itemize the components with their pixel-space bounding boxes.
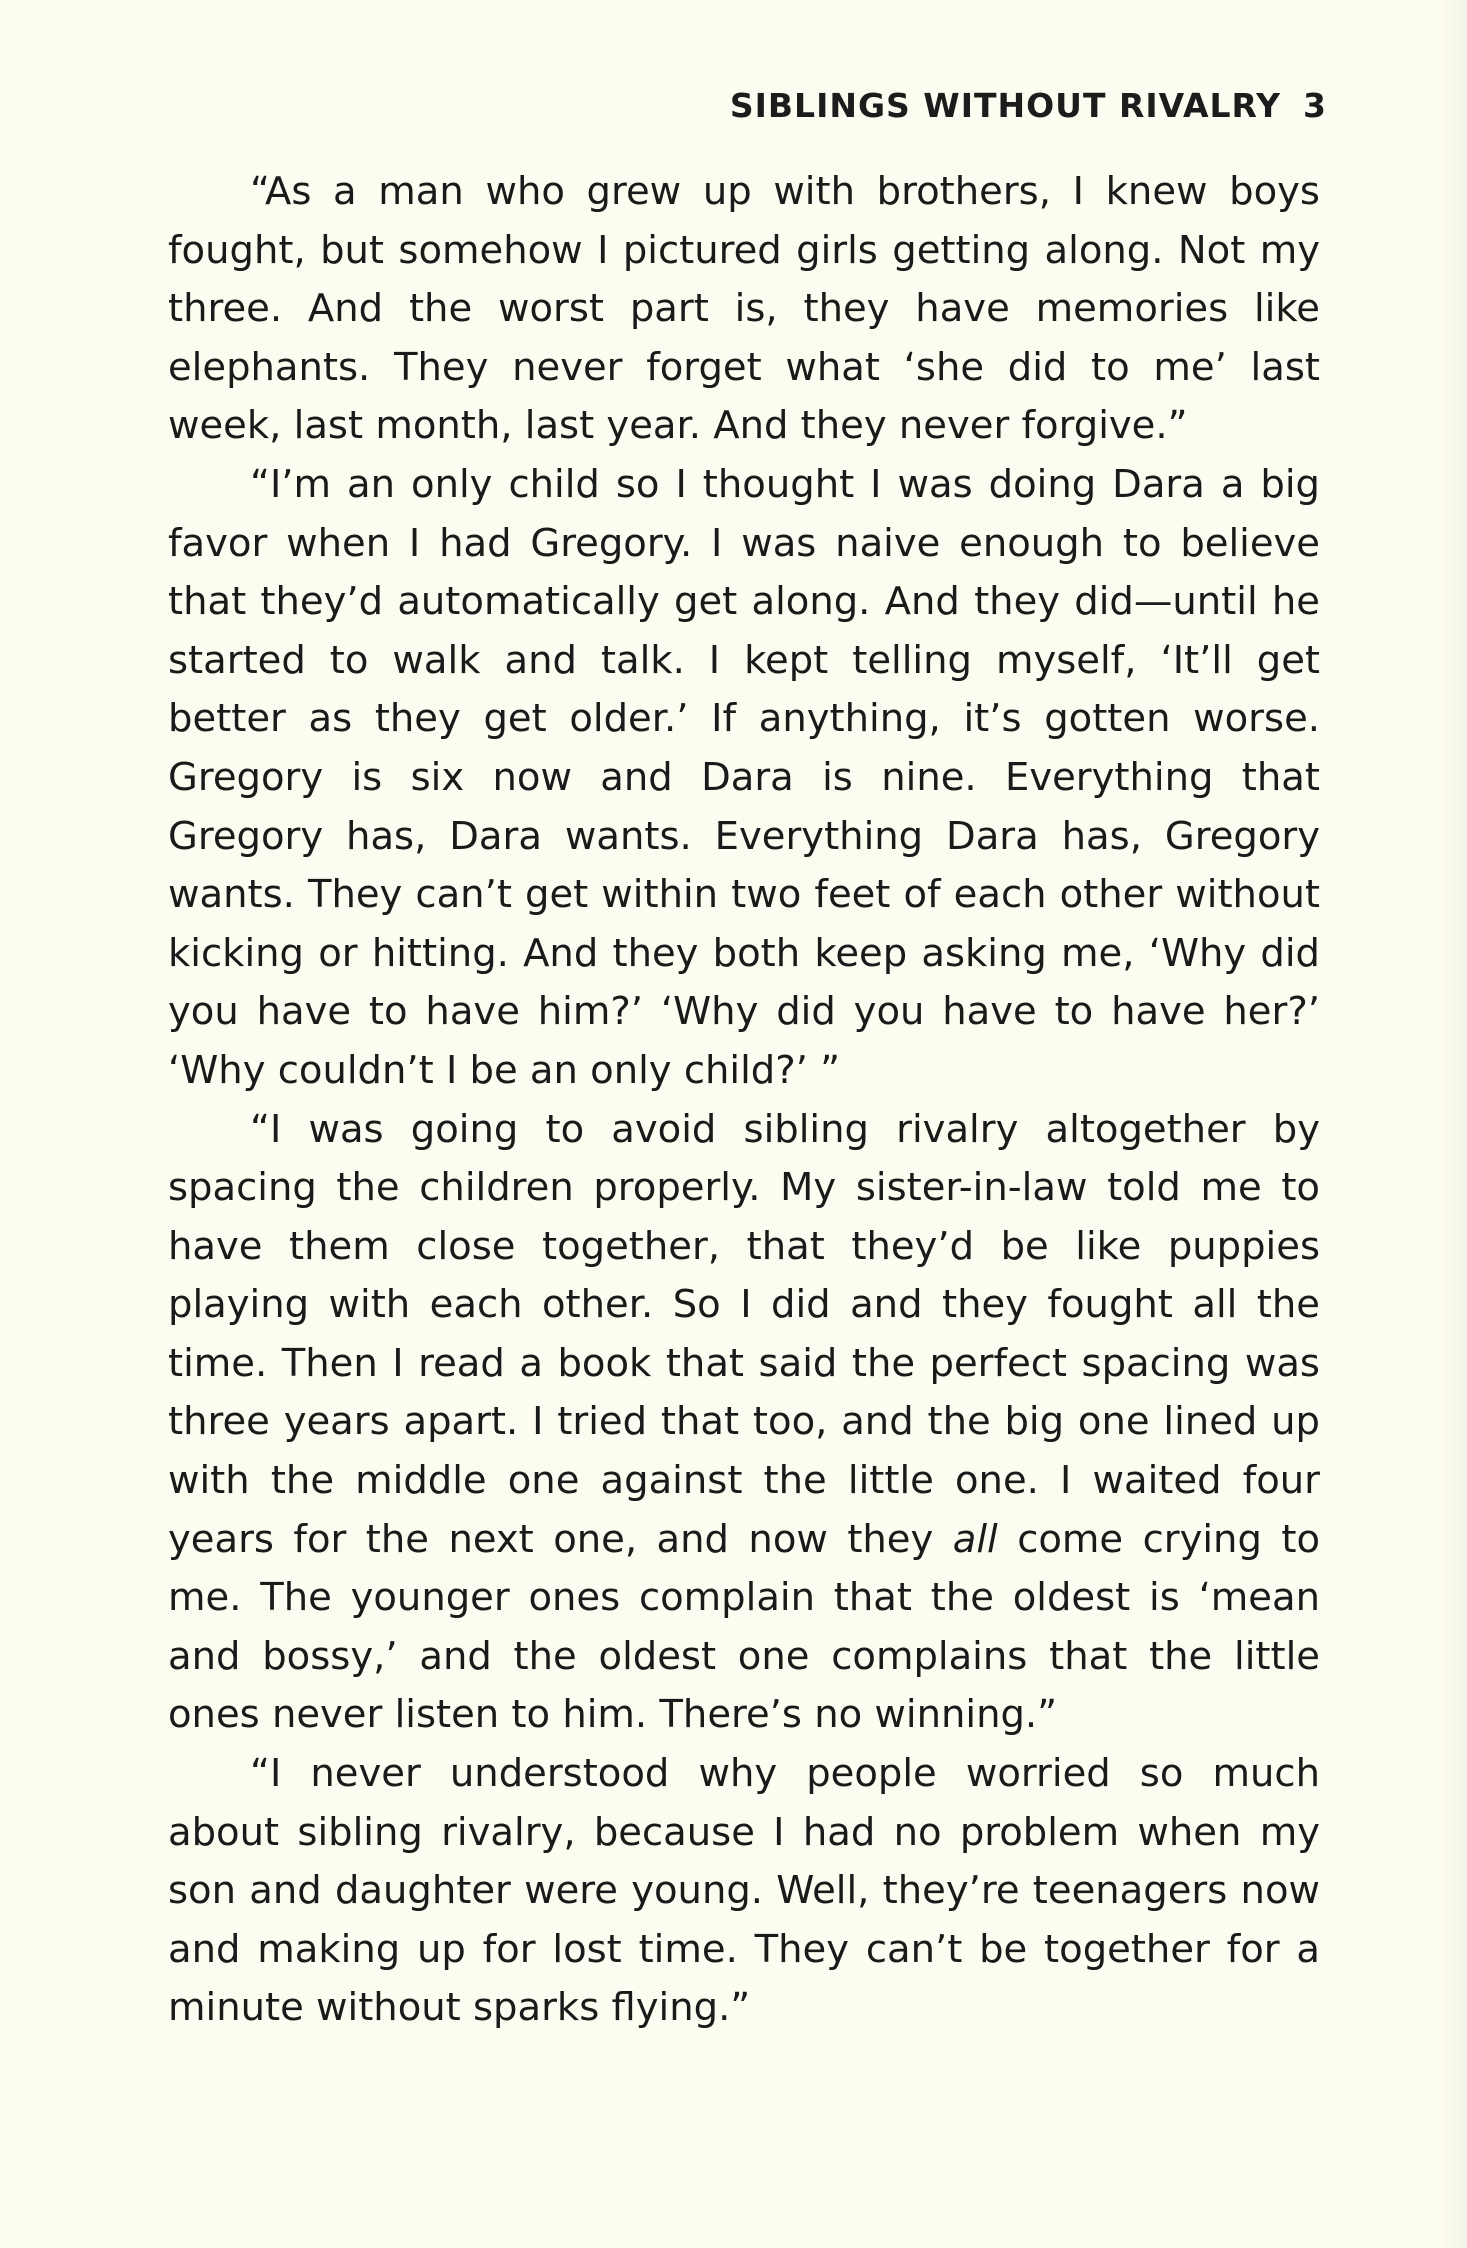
emphasis-all: all <box>952 1516 998 1562</box>
paragraph-3 <box>168 1101 1320 1746</box>
paragraph-1: “As a man who grew up with brothers, I knew boys fought, but somehow I pictured girls getting along. Not my three. And the worst part is, they have memories like elephants. They never forget what ‘she did to me’ last week, last month, last year. And they never forgive.” <box>168 169 1320 449</box>
running-title: SIBLINGS WITHOUT RIVALRY <box>729 86 1282 125</box>
running-header <box>730 86 1327 125</box>
page-number: 3 <box>1303 86 1327 125</box>
paragraph-3-text-start: “I was going to avoid sibling rivalry altogether by spacing the children properly. My sister-in-law told me to have them close together, that they’d be like puppies playing with each other. So I did and they fought all the time. Then I read a book that said the perfect spacing was three years apart. I tried that too, and the big one lined up with the middle one against the little one. I waited four years for the next one, and now they <box>168 1106 1320 1562</box>
page-edge-shading <box>1439 0 1467 2248</box>
body-text <box>168 163 1320 2038</box>
paragraph-3-text-end: come crying to me. The younger ones complain that the oldest is ‘mean and bossy,’ and the oldest one complains that the little ones never listen to him. There’s no winning.” <box>168 1516 1320 1738</box>
paragraph-4: “I never understood why people worried so much about sibling rivalry, because I had no problem when my son and daughter were young. Well, they’re teenagers now and making up for lost time. They can’t be together for a minute without sparks flying.” <box>168 1751 1320 2031</box>
paragraph-2: “I’m an only child so I thought I was doing Dara a big favor when I had Gregory. I was naive enough to believe that they’d automatically get along. And they did—until he started to walk and talk. I kept telling myself, ‘It’ll get better as they get older.’ If anything, it’s gotten worse. Gregory is six now and Dara is nine. Everything that Gregory has, Dara wants. Everything Dara has, Gregory wants. They can’t get within two feet of each other without kicking or hitting. And they both keep asking me, ‘Why did you have to have him?’ ‘Why did you have to have her?’ ‘Why couldn’t I be an only child?’ ” <box>168 461 1320 1093</box>
